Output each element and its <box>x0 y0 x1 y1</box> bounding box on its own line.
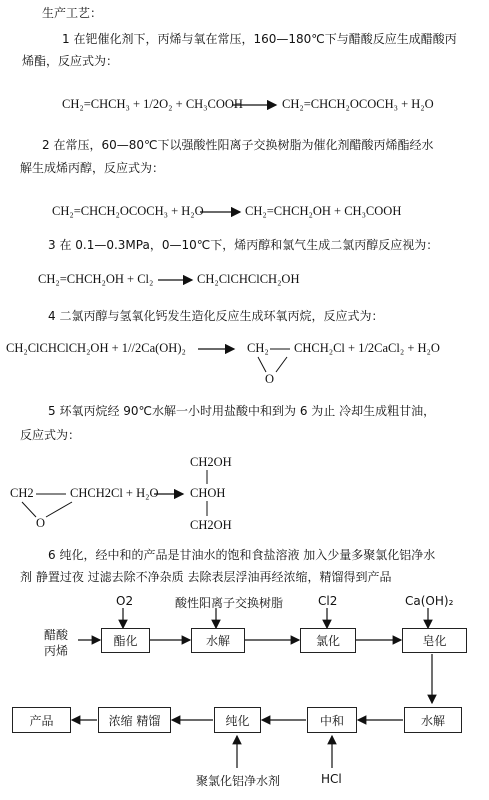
flow-input-o2: O2 <box>116 594 134 608</box>
step4-ring-bond-right <box>276 357 287 372</box>
flow-box-neutralize: 中和 <box>307 707 357 733</box>
heading: 生产工艺： <box>42 6 103 20</box>
step5-product-mid: CHOH <box>190 486 226 500</box>
step5-ring-bond-left <box>22 502 36 517</box>
flow-input-hcl: HCl <box>321 772 342 786</box>
flow-input-resin: 酸性阳离子交换树脂 <box>175 596 284 610</box>
step4-ring-ch2: CH₂ <box>247 341 269 355</box>
step3-equation-left: CH₂=CHCH₂OH + Cl₂ <box>38 272 154 286</box>
step5-product-bottom: CH2OH <box>190 518 232 532</box>
step1-text-line1: 1 在钯催化剂下，丙烯与氧在常压，160—180℃下与醋酸反应生成醋酸丙 <box>62 32 457 46</box>
flow-box-purify: 纯化 <box>214 707 261 733</box>
flow-input-caoh: Ca(OH)₂ <box>405 594 454 608</box>
step4-ring-bond-left <box>258 357 266 372</box>
step4-ring-oxygen: O <box>265 372 275 386</box>
step1-equation-right: CH₂=CHCH₂OCOCH₃ + H₂O <box>282 97 434 111</box>
step2-text-line2: 解生成烯丙醇，反应式为： <box>20 161 165 175</box>
step1-text-line2: 烯酯，反应式为： <box>22 54 119 68</box>
flow-box-esterify: 酯化 <box>101 628 150 653</box>
step5-ring-bond-right <box>46 502 72 517</box>
step5-equation-left: CHCH2Cl + H₂O <box>70 486 159 500</box>
flow-feed-acetic-acid: 醋酸 <box>44 628 69 642</box>
step4-text-line1: 4 二氯丙醇与氢氧化钙发生造化反应生成环氧丙烷，反应式为： <box>48 309 384 323</box>
flow-input-cl2: Cl2 <box>318 594 338 608</box>
step2-equation-left: CH₂=CHCH₂OCOCH₃ + H₂O <box>52 204 204 218</box>
step5-ring-oxygen: O <box>36 516 46 530</box>
flow-box-concentrate: 浓缩 精馏 <box>98 707 171 733</box>
step5-product-top: CH2OH <box>190 455 232 469</box>
step5-text-line2: 反应式为： <box>20 428 81 442</box>
step3-text-line1: 3 在 0.1—0.3MPa，0—10℃下，烯丙醇和氯气生成二氯丙醇反应视为： <box>48 238 439 252</box>
step2-equation-right: CH₂=CHCH₂OH + CH₃COOH <box>245 204 402 218</box>
flow-box-hydrolysis-2: 水解 <box>404 707 462 733</box>
flow-box-saponify: 皂化 <box>402 628 467 653</box>
step6-text-line2: 剂 静置过夜 过滤去除不净杂质 去除表层浮油再经浓缩，精馏得到产品 <box>20 570 392 584</box>
step5-text-line1: 5 环氧丙烷经 90℃水解一小时用盐酸中和到为 6 为止 冷却生成粗甘油， <box>48 404 436 418</box>
step4-equation-left: CH₂ClCHClCH₂OH + 1//2Ca(OH)₂ <box>6 341 186 355</box>
step4-equation-right: CHCH₂Cl + 1/2CaCl₂ + H₂O <box>294 341 440 355</box>
step3-equation-right: CH₂ClCHClCH₂OH <box>197 272 300 286</box>
flow-box-product: 产品 <box>12 707 71 733</box>
flow-input-pac: 聚氯化铝净水剂 <box>196 774 281 788</box>
step2-text-line1: 2 在常压，60—80℃下以强酸性阳离子交换树脂为催化剂醋酸丙烯酯经水 <box>42 138 434 152</box>
step6-text-line1: 6 纯化，经中和的产品是甘油水的饱和食盐溶液 加入少量多聚氯化铝净水 <box>48 548 436 562</box>
step1-equation-left: CH₂=CHCH₃ + 1/2O₂ + CH₃COOH <box>62 97 243 111</box>
flow-box-chlorinate: 氯化 <box>300 628 356 653</box>
flow-feed-propylene: 丙烯 <box>44 644 69 658</box>
flow-box-hydrolysis-1: 水解 <box>191 628 245 653</box>
step5-ring-ch2: CH2 <box>10 486 34 500</box>
